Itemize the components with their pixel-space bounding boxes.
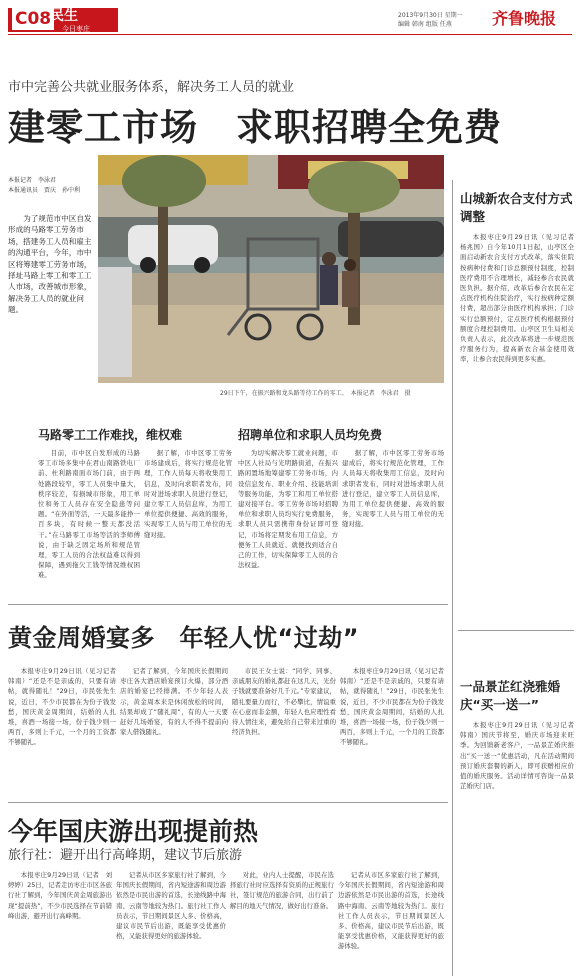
section2-text-col2 (342, 448, 444, 598)
section2-text-col1 (238, 448, 338, 598)
street-photo-illustration (98, 155, 444, 383)
story2-headline: 黄金周婚宴多 年轻人忧“过劫” (8, 624, 360, 652)
sidebar-title-2: 一品景芷红浇雅婚庆“买一送一” (460, 679, 561, 712)
divider (8, 802, 448, 803)
story2-col3 (232, 666, 336, 796)
byline-correspondent: 本报通讯员 贾庆 孙中利 (8, 187, 81, 194)
story3-col2 (116, 870, 226, 976)
story2-col4 (340, 666, 451, 796)
story2-paragraph-a: 本报枣庄9月29日讯（见习记者 韩南）“还是不是亲戚的，只要有请帖，就得随礼！”29日，市民张先生说，近日，不少市民都在为份子钱发愁，国庆黄金周期间，结婚的人扎堆，喜酒一场接一场，份子钱少则一两百，多则上千元，一个月的工资都不够随礼。 (8, 667, 123, 747)
photo-caption: 29日下午，在振兴路和龙头路等待工作的零工。 本报记者 李泳君 摄 (220, 390, 411, 397)
story3-col3 (230, 870, 334, 976)
story2-paragraph-a-cont: 本报枣庄9月29日讯（见习记者 韩南）“还是不是亲戚的，只要有请帖，就得随礼！”29日，市民张先生说，近日，不少市民都在为份子钱发愁，国庆黄金周期间，结婚的人扎堆，喜酒一场接一场，份子钱少则一两百，多则上千元，一个月的工资都不够随礼。 (340, 667, 451, 747)
section1-paragraph-cont: 据了解，市中区零工劳务市场建成后，将实行规范化管理，工作人员每天将收集用工信息，及时向求职者发布，同时对进场求职人员进行登记，建立零工人员信息库，为用工单位提供便捷、高效的服务，实现零工人员与用工单位的无缝对接。 (144, 449, 232, 539)
sidebar-paragraph-2: 本报枣庄9月29日讯（见习记者 韩南）国庆节将至，婚庆市场迎来旺季。为回馈新老客户，一品景芷婚庆推出“买一送一”优惠活动，凡在活动期间预订婚庆套餐的新人，即可获赠相应价值的婚庆服务。活动详情可咨询一品景芷婚庆门店。 (460, 721, 580, 791)
story2-col2 (120, 666, 228, 796)
street-photo (98, 155, 444, 383)
story3-subheadline: 旅行社：避开出行高峰期，建议节后旅游 (8, 848, 243, 863)
main-headline: 建零工市场 求职招聘全免费 (8, 106, 502, 149)
section2-title: 招聘单位和求职人员均免费 (238, 428, 383, 442)
header-rule (8, 34, 572, 35)
sidebar-text-1 (460, 232, 580, 624)
newspaper-logo: 齐鲁晚报 (492, 9, 557, 28)
story3-paragraph-b-cont: 记者从市区多家旅行社了解到，今年国庆长假期间，省内短途游和周边游依然是市民出游的首选，长途线路中海南、云南等地较为热门。旅行社工作人员表示，节日期间景区人多、价格高，建议市民节后出游，既能享受优惠价格，又能获得更好的旅游体验。 (338, 871, 444, 951)
story3-col4 (338, 870, 444, 976)
section1-title: 马路零工工作难找，维权难 (38, 428, 183, 442)
story3-paragraph-a: 本报枣庄9月29日讯（记者 刘婷婷）25日，记者走访枣庄市区各旅行社了解到，今年国庆黄金周旅游出现“提前热”，不少市民选择在节前错峰出游，避开出行高峰期。 (8, 871, 112, 920)
section1-text-col1 (38, 448, 140, 598)
issue-date: 2013年9月30日 星期一 (398, 12, 463, 19)
byline-reporter: 本报记者 李泳君 (8, 177, 57, 184)
divider (458, 630, 574, 631)
section-name: 民生 (50, 8, 78, 24)
story2-col1 (8, 666, 123, 796)
sidebar-text-2 (460, 720, 580, 976)
story2-paragraph-b: 记者了解到，今年国庆长假期间枣庄各大酒店婚宴预订火爆，部分酒店的婚宴已经排满。不少年轻人表示，黄金周本来是休闲放松的时间，结果却成了“随礼周”，有的人一天要赶好几场婚宴，有的人不得不提前向家人借钱随礼。 (120, 667, 228, 737)
section1-text-col2 (144, 448, 232, 598)
sidebar-title-1: 山城新农合支付方式调整 (460, 191, 573, 224)
story3-col1 (8, 870, 112, 976)
story3-paragraph-c: 对此，业内人士提醒，市民在选择旅行社时应选择有资质的正规旅行社，签订规范的旅游合同，出行前了解目的地天气情况，做好出行准备。 (230, 871, 334, 910)
main-lead: 为了规范市中区自发形成的马路零工劳务市场，搭建务工人员和雇主的沟通平台，今年，市中区将筹建零工劳务市场，择址马路上零工和零工工人市场，改善城市形象，解决务工人员的就业问题。 (8, 214, 92, 315)
story2-paragraph-c: 市民王女士说：“同学、同事、亲戚朋友的婚礼都赶在这几天，光份子钱就要准备好几千元。”专家建议，随礼要量力而行，不必攀比，情谊重在心意而非金额，年轻人也应理性看待人情往来，避免给自己带来过重的经济负担。 (232, 667, 336, 737)
masthead (0, 0, 580, 34)
editors: 编辑 韩南 组版 任燕 (398, 21, 452, 28)
story3-paragraph-b: 记者从市区多家旅行社了解到，今年国庆长假期间，省内短途游和周边游依然是市民出游的首选，长途线路中海南、云南等地较为热门。旅行社工作人员表示，节日期间景区人多、价格高，建议市民节后出游，既能享受优惠价格，又能获得更好的旅游体验。 (116, 871, 226, 941)
section-sub: 今日枣庄 (62, 25, 90, 33)
main-byline (8, 176, 80, 196)
sidebar-paragraph-1: 本报枣庄9月29日讯（见习记者 杨兆国）自今年10月1日起，山亭区全面启动新农合支付方式改革，落实住院按病种付费和门诊总额预付制度，控制医疗费用不合理增长，减轻参合农民就医负担。据介绍，改革后参合农民在定点医疗机构住院治疗，实行按病种定额付费，超出部分由医疗机构承担；门诊实行总额预付，定点医疗机构根据预付额度合理控制费用。山亭区卫生局相关负责人表示，此次改革将进一步规范医疗服务行为，提高新农合基金使用效率，让参合农民得到更多实惠。 (460, 233, 580, 364)
main-kicker: 市中完善公共就业服务体系，解决务工人员的就业 (8, 80, 295, 95)
story3-headline: 今年国庆游出现提前热 (8, 817, 259, 846)
column-rule (452, 180, 453, 976)
section2-paragraph-cont: 据了解，市中区零工劳务市场建成后，将实行规范化管理，工作人员每天将收集用工信息，及时向求职者发布，同时对进场求职人员进行登记，建立零工人员信息库，为用工单位提供便捷、高效的服务，实现零工人员与用工单位的无缝对接。 (342, 449, 444, 529)
section2-paragraph: 为切实解决零工就业问题，市中区人社局与光明路街道，在振兴路闲置场地筹建零工劳务市场，内设信息发布、职业介绍、技能培训等服务功能，为零工和用工单位搭建对接平台。零工劳务市场对招聘单位和求职人员均实行免费服务，求职人员只需携带身份证即可登记，市场将定期发布用工信息，方便务工人员就近、就便找到适合自己的工作，切实保障零工人员的合法权益。 (238, 449, 338, 570)
page-code: C08 (12, 8, 54, 30)
section1-paragraph: 目前，市中区自发形成的马路零工市场多集中在君山南路铁电厂前、杜利路南面市场门前，由于两处路段较窄，零工人员集中量大，秩序较差，有损城市形象，用工单位和务工人员存在安全隐患等问题。“在外面等活，一天最多能挣一百多块，有时候一整天都没活干。”在马路零工市场等活的李师傅说，由于缺乏固定场所和规范管理，零工人员的合法权益难以得到保障，遇到拖欠工钱等情况维权困难。 (38, 449, 140, 580)
divider (8, 604, 448, 605)
